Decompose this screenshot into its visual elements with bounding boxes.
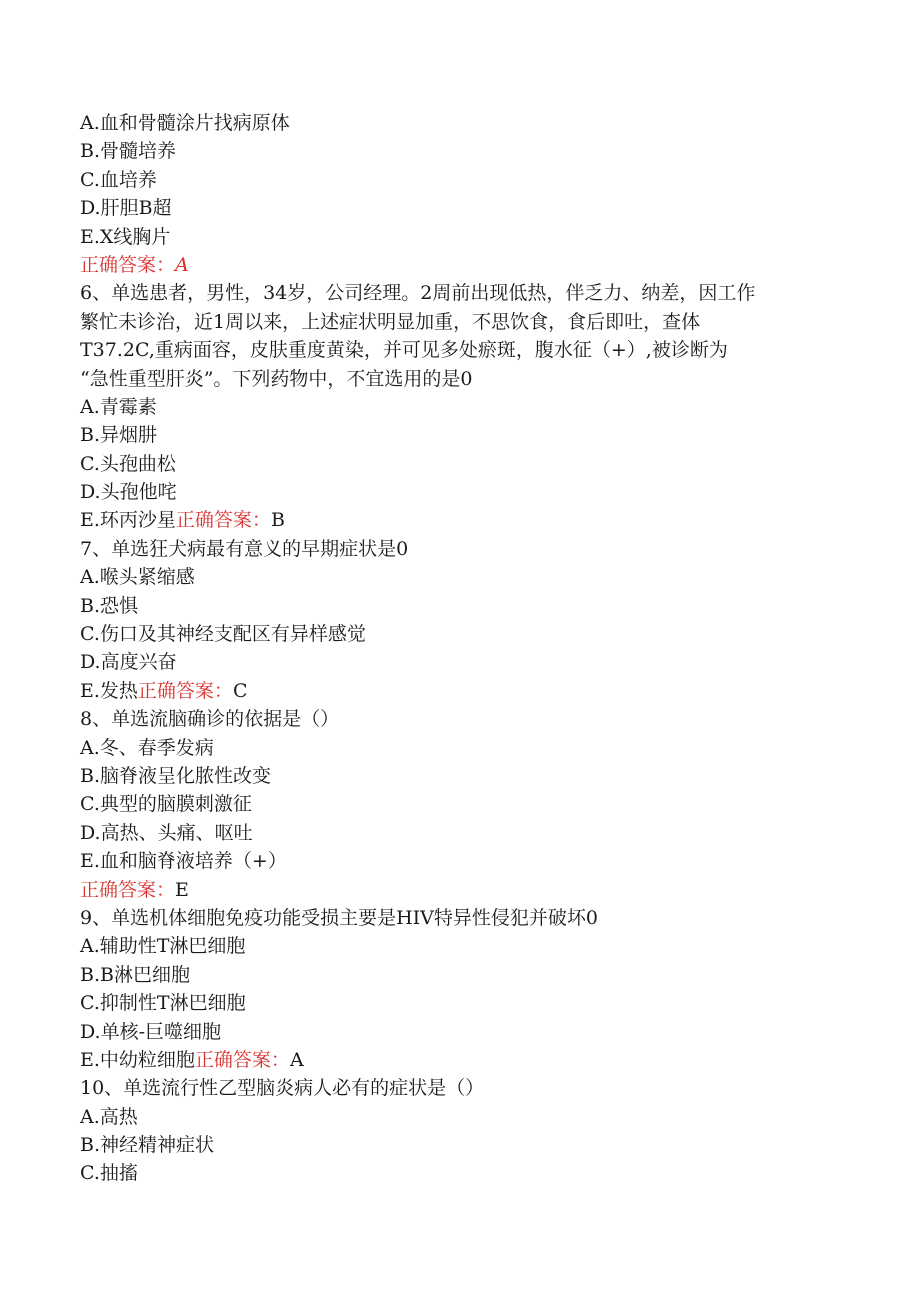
q9-answer-label: 正确答案：: [194, 1048, 290, 1071]
q10-stem: 10、单选流行性乙型脑炎病人必有的症状是（）: [80, 1077, 485, 1100]
q6-option-a: A.青霉素: [80, 395, 157, 418]
q8-option-e: E.血和脑脊液培养（+）: [80, 850, 287, 873]
q6-stem-line-4: “急性重型肝炎”。下列药物中，不宜选用的是0: [80, 367, 473, 390]
q8-option-b: B.脑脊液呈化脓性改变: [80, 764, 272, 787]
q8-option-d: D.高热、头痛、呕吐: [80, 821, 253, 844]
q6-stem-line-1: 6、单选患者，男性，34岁，公司经理。2周前出现低热，伴乏力、纳差，因工作: [80, 282, 756, 305]
q7-option-c: C.伤口及其神经支配区有异样感觉: [80, 623, 366, 646]
q6-option-b: B.异烟肼: [80, 424, 158, 447]
q10-option-a: A.高热: [80, 1105, 138, 1128]
q7-option-d: D.高度兴奋: [80, 651, 177, 674]
q6-stem-line-3: T37.2C,重病面容，皮肤重度黄染，并可见多处瘀斑，腹水征（+）,被诊断为: [80, 339, 728, 362]
q8-option-c: C.典型的脑膜刺激征: [80, 793, 252, 816]
q6-option-e-with-answer: [80, 506, 840, 534]
q5-answer-value: A: [175, 253, 189, 276]
q8-answer: [80, 876, 840, 904]
q5-option-b: B.骨髓培养: [80, 140, 177, 163]
q8-option-a: A.冬、春季发病: [80, 736, 214, 759]
q5-option-a: A.血和骨髓涂片找病原体: [80, 112, 290, 134]
q5-answer-label: 正确答案：: [80, 253, 176, 276]
q8-stem: 8、单选流脑确诊的依据是（）: [80, 708, 340, 731]
q9-option-a: A.辅助性T淋巴细胞: [80, 935, 246, 958]
q6-option-e: E.环丙沙星: [80, 509, 176, 532]
q5-answer: [80, 251, 840, 279]
q8-answer-value: E: [175, 878, 189, 901]
q6-answer-value: B: [270, 509, 285, 532]
q9-answer-value: A: [289, 1048, 304, 1071]
q9-option-e-with-answer: [80, 1046, 840, 1074]
q7-answer-value: C: [232, 679, 248, 702]
q7-option-a: A.喉头紧缩感: [80, 566, 195, 589]
q9-stem: 9、单选机体细胞免疫功能受损主要是HIV特异性侵犯并破坏0: [80, 906, 598, 929]
q7-option-e-with-answer: [80, 677, 840, 705]
q7-option-e: E.发热: [80, 679, 138, 702]
document-page: [80, 109, 840, 1188]
q10-option-c: C.抽搐: [80, 1162, 138, 1185]
q9-option-b: B.B淋巴细胞: [80, 963, 190, 986]
q9-option-e: E.中幼粒细胞: [80, 1048, 195, 1071]
q9-option-c: C.抑制性T淋巴细胞: [80, 992, 246, 1015]
q5-option-c: C.血培养: [80, 168, 157, 191]
q10-option-b: B.神经精神症状: [80, 1134, 215, 1157]
q6-answer-label: 正确答案：: [175, 509, 271, 532]
q7-stem: 7、单选狂犬病最有意义的早期症状是0: [80, 537, 409, 560]
q7-option-b: B.恐惧: [80, 594, 139, 617]
q5-option-e: E.X线胸片: [80, 225, 171, 248]
q6-stem-line-2: 繁忙未诊治，近1周以来，上述症状明显加重，不思饮食，食后即吐，查体: [80, 310, 701, 333]
q8-answer-label: 正确答案：: [80, 878, 176, 901]
q6-option-c: C.头孢曲松: [80, 452, 176, 475]
q6-option-d: D.头孢他咤: [80, 481, 177, 504]
q7-answer-label: 正确答案：: [137, 679, 233, 702]
q9-option-d: D.单核-巨噬细胞: [80, 1020, 222, 1043]
q5-option-d: D.肝胆B超: [80, 197, 172, 220]
